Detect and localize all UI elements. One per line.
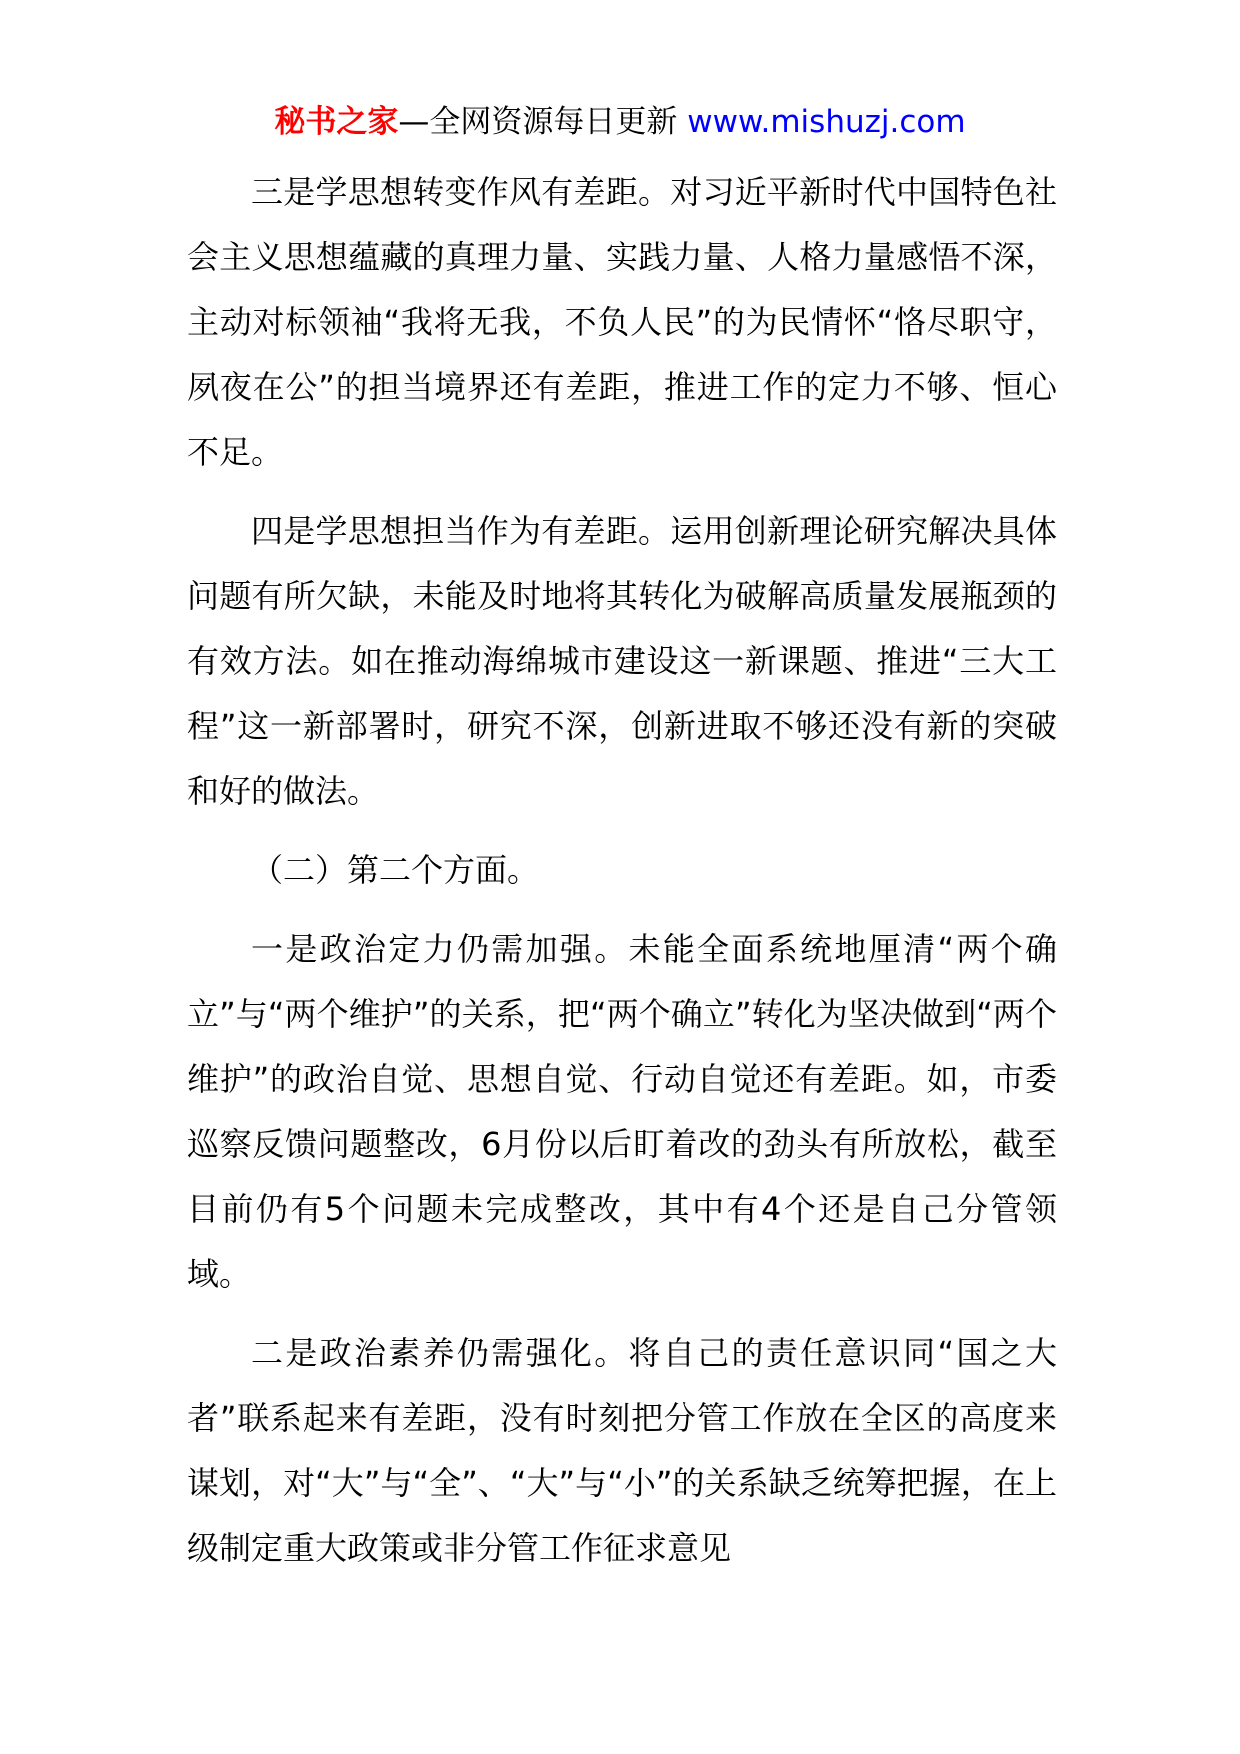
document-body — [187, 160, 1057, 1595]
paragraph-4: 四是学思想担当作为有差距。运用创新理论研究解决具体问题有所欠缺，未能及时地将其转化为破解高质量发展瓶颈的有效方法。如在推动海绵城市建设这一新课题、推进“三大工程”这一新部署时，研究不深，创新进取不够还没有新的突破和好的做法。 — [187, 512, 1057, 810]
site-url-link[interactable]: www.mishuzj.com — [687, 104, 966, 140]
site-header — [0, 100, 1240, 144]
site-slogan: —全网资源每日更新 — [398, 104, 678, 140]
site-brand: 秘书之家 — [274, 104, 399, 140]
paragraph-2-section-2: 二是政治素养仍需强化。将自己的责任意识同“国之大者”联系起来有差距，没有时刻把分管工作放在全区的高度来谋划，对“大”与“全”、“大”与“小”的关系缺乏统筹把握，在上级制定重大政策或非分管工作征求意见 — [187, 1334, 1057, 1567]
paragraph-3: 三是学思想转变作风有差距。对习近平新时代中国特色社会主义思想蕴藏的真理力量、实践力量、人格力量感悟不深，主动对标领袖“我将无我，不负人民”的为民情怀“恪尽职守，夙夜在公”的担当境界还有差距，推进工作的定力不够、恒心不足。 — [187, 173, 1057, 471]
section-heading-2: （二）第二个方面。 — [251, 851, 540, 889]
paragraph-1-section-2: 一是政治定力仍需加强。未能全面系统地厘清“两个确立”与“两个维护”的关系，把“两个确立”转化为坚决做到“两个维护”的政治自觉、思想自觉、行动自觉还有差距。如，市委巡察反馈问题整改，6月份以后盯着改的劲头有所放松，截至目前仍有5个问题未完成整改，其中有4个还是自己分管领域。 — [187, 930, 1057, 1293]
